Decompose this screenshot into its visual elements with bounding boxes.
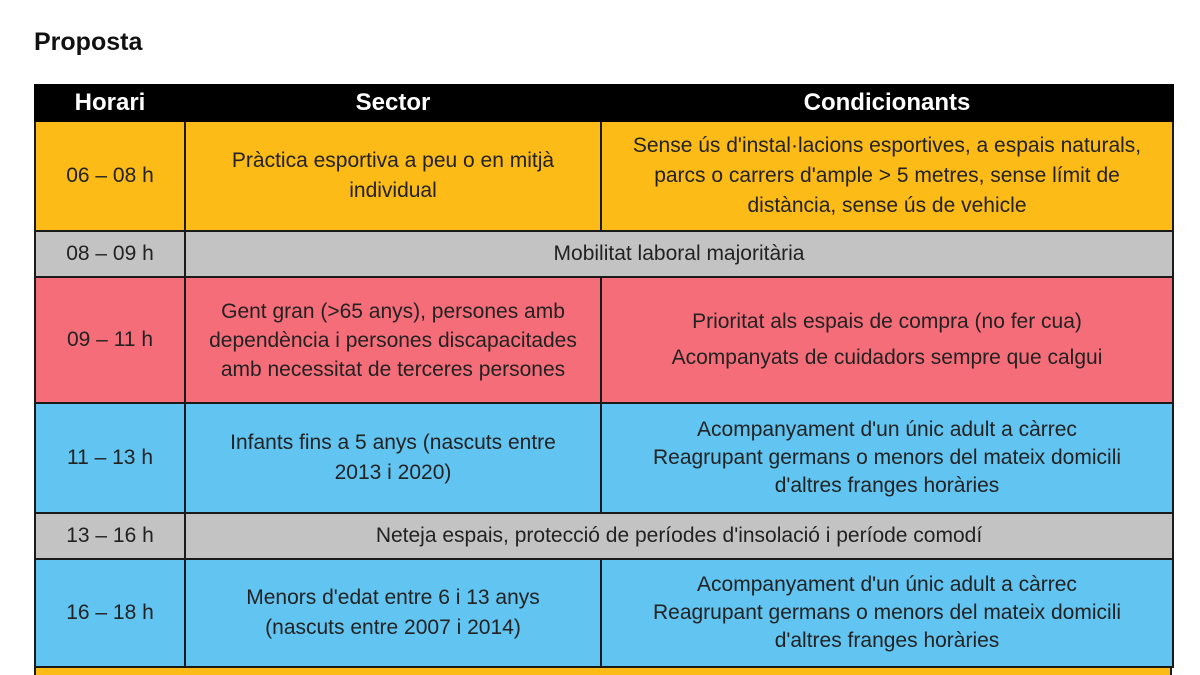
cell-horari: 13 – 16 h xyxy=(35,513,185,559)
table-row xyxy=(35,403,1173,513)
cell-horari: 06 – 08 h xyxy=(35,121,185,231)
cell-horari: 11 – 13 h xyxy=(35,403,185,513)
cell-sector: Pràctica esportiva a peu o en mitjà individual xyxy=(185,121,601,231)
condicionant-line: Prioritat als espais de compra (no fer cua) xyxy=(692,310,1082,333)
condicionant-line: Acompanyats de cuidadors sempre que calgui xyxy=(671,346,1103,369)
cell-condicionants xyxy=(601,277,1173,403)
schedule-table xyxy=(34,84,1174,668)
table-row xyxy=(35,277,1173,403)
table-header-row xyxy=(35,85,1173,121)
cell-sector: Infants fins a 5 anys (nascuts entre 2013 i 2020) xyxy=(185,403,601,513)
cell-sector: Menors d'edat entre 6 i 13 anys (nascuts entre 2007 i 2014) xyxy=(185,559,601,667)
condicionant-line: Acompanyament d'un únic adult a càrrec xyxy=(697,418,1077,441)
cell-horari: 16 – 18 h xyxy=(35,559,185,667)
table-row xyxy=(35,559,1173,667)
cell-sector: Gent gran (>65 anys), persones amb dependència i persones discapacitades amb necessitat de terceres persones xyxy=(185,277,601,403)
cell-condicionants xyxy=(601,559,1173,667)
table-row xyxy=(35,513,1173,559)
condicionant-line: Reagrupant germans o menors del mateix domicili d'altres franges horàries xyxy=(652,601,1122,652)
page-title: Proposta xyxy=(34,28,143,56)
header-horari: Horari xyxy=(35,85,185,121)
table-row xyxy=(35,231,1173,277)
cell-merged: Mobilitat laboral majoritària xyxy=(185,231,1173,277)
cell-condicionants xyxy=(601,403,1173,513)
condicionant-line: Acompanyament d'un únic adult a càrrec xyxy=(697,573,1077,596)
header-condicionants: Condicionants xyxy=(601,85,1173,121)
table-row xyxy=(35,121,1173,231)
cell-horari: 08 – 09 h xyxy=(35,231,185,277)
header-sector: Sector xyxy=(185,85,601,121)
cell-horari: 09 – 11 h xyxy=(35,277,185,403)
condicionant-line: Reagrupant germans o menors del mateix domicili d'altres franges horàries xyxy=(652,446,1122,497)
cut-off-row xyxy=(34,668,1172,675)
cell-merged: Neteja espais, protecció de períodes d'insolació i període comodí xyxy=(185,513,1173,559)
cell-condicionants: Sense ús d'instal·lacions esportives, a espais naturals, parcs o carrers d'ample > 5 metres, sense límit de distància, sense ús de vehicle xyxy=(601,121,1173,231)
